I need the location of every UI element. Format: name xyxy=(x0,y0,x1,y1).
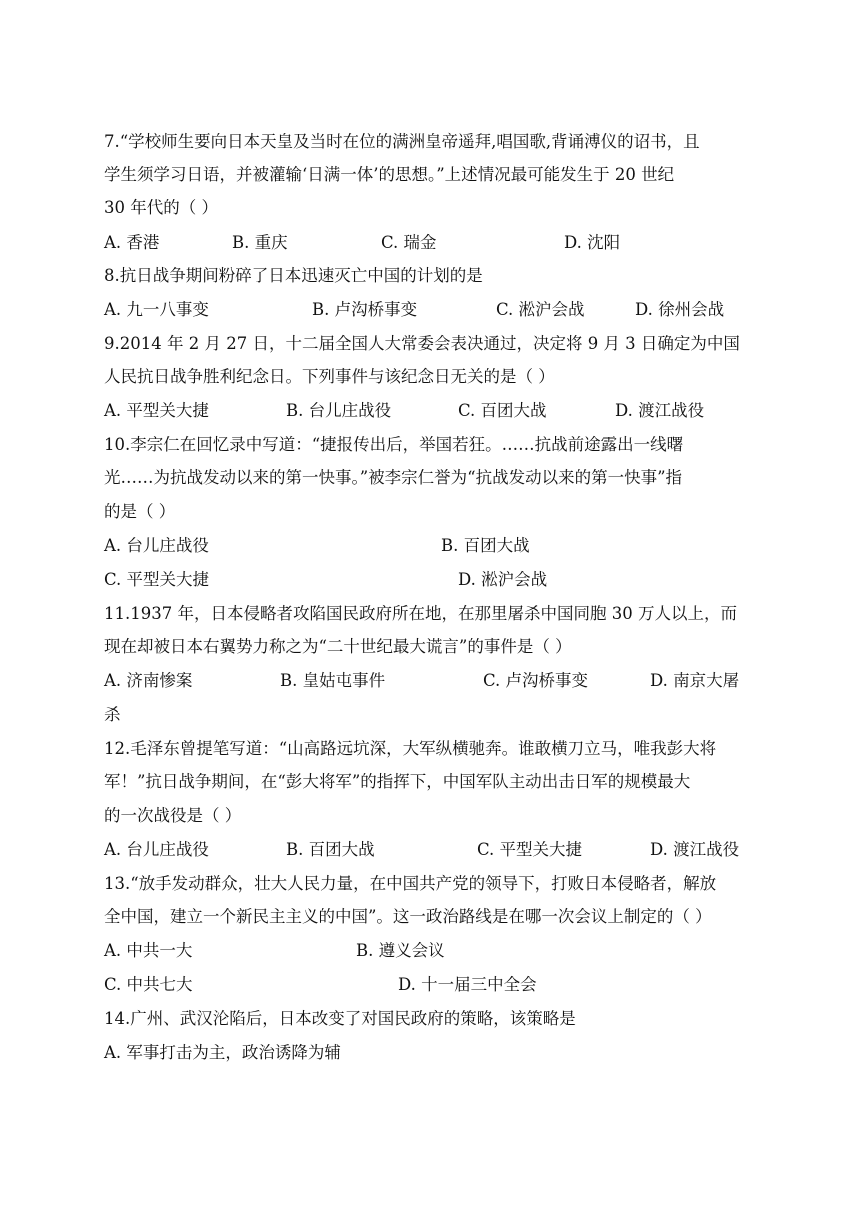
q13-option-d: D. 十一届三中全会 xyxy=(398,975,537,994)
q11-option-d-wrap: 杀 xyxy=(104,705,121,724)
q11-line-1: 11.1937 年，日本侵略者攻陷国民政府所在地，在那里屠杀中国同胞 30 万人以上，而 xyxy=(104,604,737,623)
q13-option-b: B. 遵义会议 xyxy=(356,941,445,960)
q7-option-d: D. 沈阳 xyxy=(564,233,621,252)
q9-option-d: D. 渡江战役 xyxy=(615,401,705,420)
q11-option-d: D. 南京大屠 xyxy=(650,671,740,690)
q11-option-c: C. 卢沟桥事变 xyxy=(483,671,589,690)
q11-option-b: B. 皇姑屯事件 xyxy=(280,671,386,690)
q8-option-d: D. 徐州会战 xyxy=(635,300,725,319)
q12-line-3: 的一次战役是（ ） xyxy=(104,806,242,825)
q11-option-a: A. 济南惨案 xyxy=(104,671,193,690)
q10-line-1: 10.李宗仁在回忆录中写道：“捷报传出后，举国若狂。……抗战前途露出一线曙 xyxy=(104,435,684,454)
q10-line-3: 的是（ ） xyxy=(104,502,176,521)
q9-option-c: C. 百团大战 xyxy=(458,401,547,420)
q7-option-a: A. 香港 xyxy=(104,233,160,252)
q7-option-c: C. 瑞金 xyxy=(381,233,437,252)
q8-option-a: A. 九一八事变 xyxy=(104,300,209,319)
q12-option-c: C. 平型关大捷 xyxy=(477,840,583,859)
q13-option-c: C. 中共七大 xyxy=(104,975,193,994)
q7-line-2: 学生须学习日语，并被灌输‘日满一体’的思想。”上述情况最可能发生于 20 世纪 xyxy=(104,165,675,184)
q9-line-1: 9.2014 年 2 月 27 日，十二届全国人大常委会表决通过，决定将 9 月 3 日确定为中国 xyxy=(104,334,740,353)
q12-line-1: 12.毛泽东曾提笔写道：“山高路远坑深，大军纵横驰奔。谁敢横刀立马，唯我彭大将 xyxy=(104,739,717,758)
q8-option-b: B. 卢沟桥事变 xyxy=(312,300,418,319)
q10-option-a: A. 台儿庄战役 xyxy=(104,536,209,555)
q14-option-a: A. 军事打击为主，政治诱降为辅 xyxy=(104,1043,341,1062)
q7-option-b: B. 重庆 xyxy=(232,233,288,252)
q10-option-d: D. 淞沪会战 xyxy=(458,570,548,589)
q10-option-b: B. 百团大战 xyxy=(441,536,530,555)
q8-line-1: 8.抗日战争期间粉碎了日本迅速灭亡中国的计划的是 xyxy=(104,266,483,285)
q12-option-a: A. 台儿庄战役 xyxy=(104,840,209,859)
q9-option-b: B. 台儿庄战役 xyxy=(286,401,392,420)
q8-option-c: C. 淞沪会战 xyxy=(496,300,585,319)
q10-option-c: C. 平型关大捷 xyxy=(104,570,210,589)
q11-line-2: 现在却被日本右翼势力称之为“二十世纪最大谎言”的事件是（ ） xyxy=(104,637,572,656)
q9-option-a: A. 平型关大捷 xyxy=(104,401,209,420)
q12-option-d: D. 渡江战役 xyxy=(650,840,740,859)
q9-line-2: 人民抗日战争胜利纪念日。下列事件与该纪念日无关的是（ ） xyxy=(104,367,555,386)
q13-line-2: 全中国，建立一个新民主主义的中国”。这一政治路线是在哪一次会议上制定的（ ） xyxy=(104,907,712,926)
q13-option-a: A. 中共一大 xyxy=(104,941,193,960)
q13-line-1: 13.“放手发动群众，壮大人民力量，在中国共产党的领导下，打败日本侵略者，解放 xyxy=(104,874,717,893)
q7-line-3: 30 年代的（ ） xyxy=(104,198,218,217)
q7-line-1: 7.“学校师生要向日本天皇及当时在位的满洲皇帝遥拜,唱国歌,背诵溥仪的诏书，且 xyxy=(104,132,700,151)
q10-line-2: 光……为抗战发动以来的第一快事。”被李宗仁誉为“抗战发动以来的第一快事”指 xyxy=(104,468,683,487)
q12-line-2: 军！”抗日战争期间，在“彭大将军”的指挥下，中国军队主动出击日军的规模最大 xyxy=(104,772,691,791)
q12-option-b: B. 百团大战 xyxy=(286,840,375,859)
q14-line-1: 14.广州、武汉沦陷后，日本改变了对国民政府的策略，该策略是 xyxy=(104,1009,576,1028)
